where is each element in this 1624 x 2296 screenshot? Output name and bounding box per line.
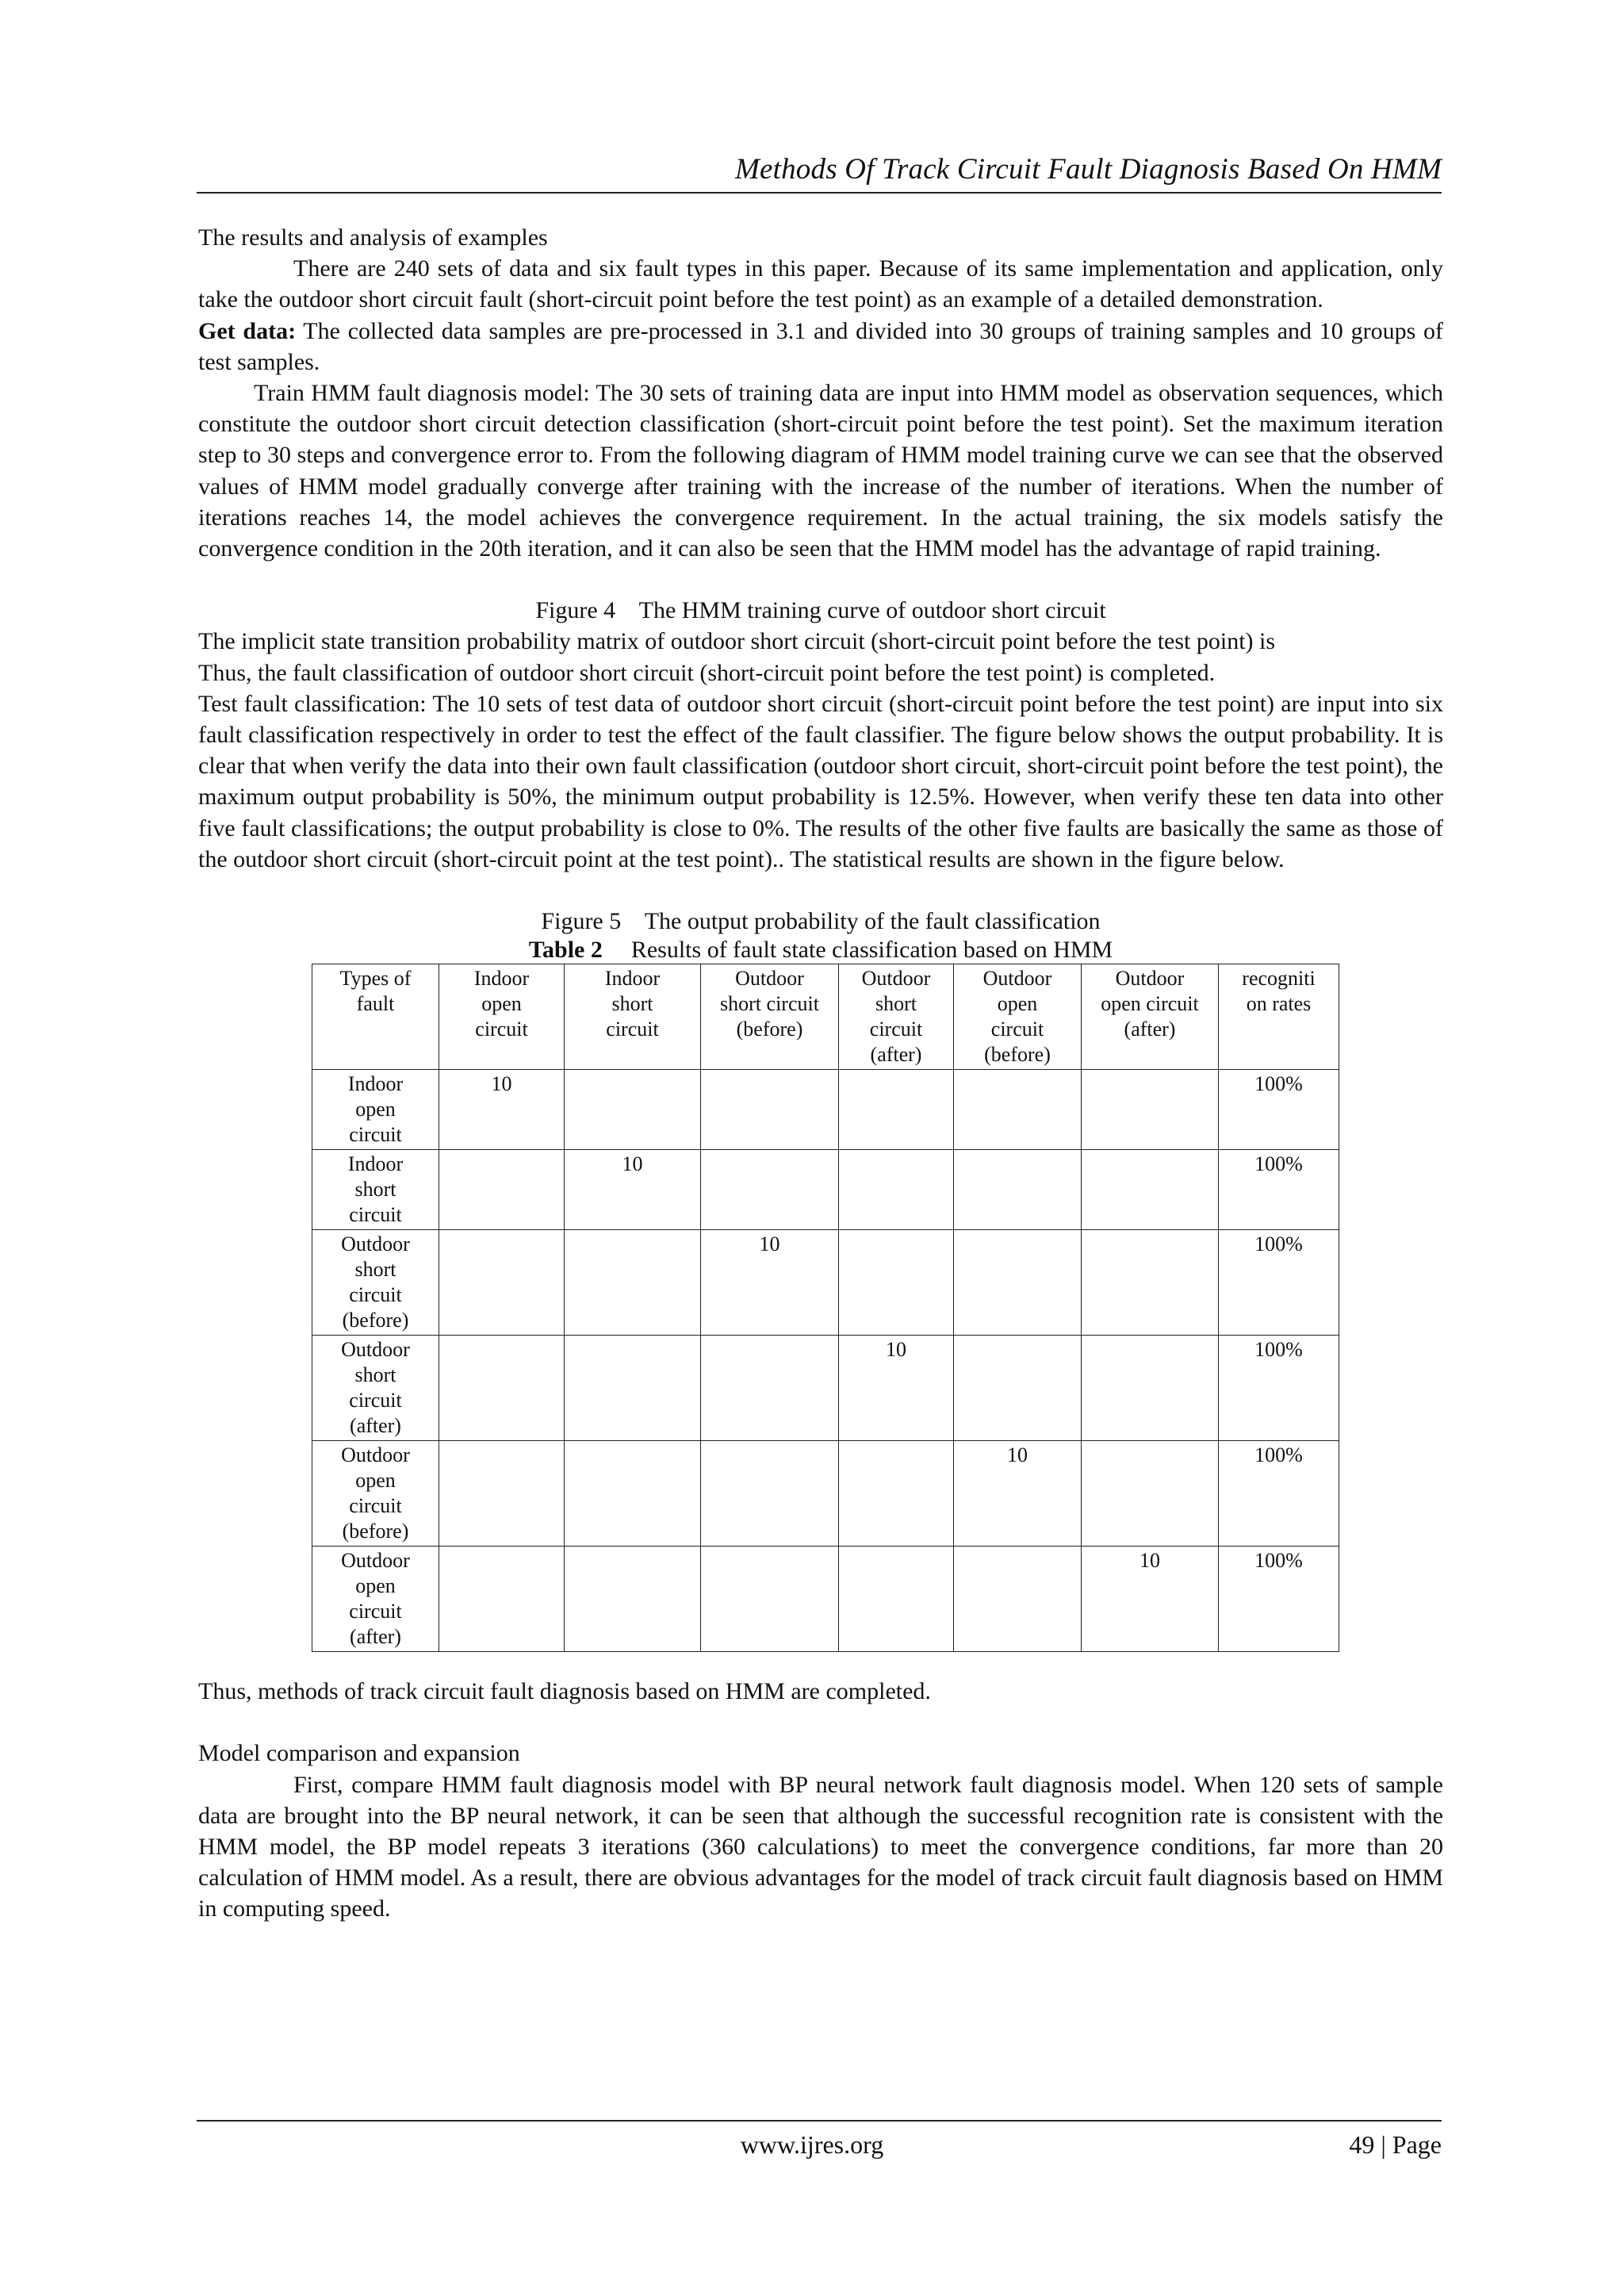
table-cell: [701, 1441, 839, 1547]
recognition-rate-cell: 100%: [1219, 1150, 1339, 1230]
table-cell: [839, 1230, 954, 1336]
figure-5-caption: Figure 5 The output probability of the fault classification: [541, 908, 1101, 935]
running-header: Methods Of Track Circuit Fault Diagnosis Based On HMM: [734, 153, 1442, 186]
table-header-cell: Outdoor open circuit (before): [954, 964, 1082, 1070]
paragraph-intro: There are 240 sets of data and six fault types in this paper. Because of its same implementation and application, only take the outdoor short circuit fault (short-circuit point before the test point) as an example of a detailed demonstration.: [198, 255, 1443, 313]
table-cell: [565, 1441, 701, 1547]
table-header-cell: Outdoor short circuit (after): [839, 964, 954, 1070]
table-cell: [565, 1336, 701, 1441]
table-cell: [439, 1547, 565, 1652]
table-cell: [1082, 1441, 1219, 1547]
table-cell: [439, 1336, 565, 1441]
results-table: [312, 964, 1339, 1652]
table-cell: [839, 1441, 954, 1547]
table-cell: [954, 1336, 1082, 1441]
table-cell: [839, 1547, 954, 1652]
header-rule: [197, 192, 1442, 194]
table-cell: [954, 1070, 1082, 1150]
recognition-rate-cell: 100%: [1219, 1547, 1339, 1652]
footer-page-number: 49 | Page: [1349, 2130, 1442, 2159]
table-cell: 10: [565, 1150, 701, 1230]
table-2-label: Table 2: [528, 937, 603, 964]
row-label-cell: Indoor open circuit: [312, 1070, 439, 1150]
table-2-title-text: Results of fault state classification based on HMM: [630, 937, 1113, 964]
table-cell: [954, 1150, 1082, 1230]
spacer: [198, 875, 1443, 906]
get-data-label: Get data:: [198, 317, 297, 344]
table-cell: [565, 1230, 701, 1336]
paragraph-comparison: First, compare HMM fault diagnosis model with BP neural network fault diagnosis model. When 120 sets of sample data are brought into the BP neural network, it can be seen that although the successful recognition rate is consistent with the HMM model, the BP model repeats 3 iterations (360 calculations) to meet the convergence conditions, far more than 20 calculation of HMM model. As a result, there are obvious advantages for the model of track circuit fault diagnosis based on HMM in computing speed.: [198, 1771, 1443, 1922]
section-heading-comparison: Model comparison and expansion: [198, 1740, 520, 1767]
table-cell: 10: [1082, 1547, 1219, 1652]
paragraph-conclusion: Thus, methods of track circuit fault diagnosis based on HMM are completed.: [198, 1678, 931, 1705]
recognition-rate-cell: 100%: [1219, 1441, 1339, 1547]
table-cell: [839, 1070, 954, 1150]
table-header-cell: recogniti on rates: [1219, 964, 1339, 1070]
table-cell: 10: [701, 1230, 839, 1336]
paragraph-get-data: [198, 316, 1443, 378]
footer-url: www.ijres.org: [740, 2130, 884, 2159]
paragraph-train-model: Train HMM fault diagnosis model: The 30 sets of training data are input into HMM model as observation sequences, which constitute the outdoor short circuit detection classification (short-circuit point before the test point). Set the maximum iteration step to 30 steps and convergence error to. From the following diagram of HMM model training curve we can see that the observed values of HMM model gradually converge after training with the increase of the number of iterations. When the number of iterations reaches 14, the model achieves the convergence requirement. In the actual training, the six models satisfy the convergence condition in the 20th iteration, and it can also be seen that the HMM model has the advantage of rapid training.: [198, 380, 1443, 562]
row-label-cell: Indoor short circuit: [312, 1150, 439, 1230]
table-header-cell: Outdoor short circuit (before): [701, 964, 839, 1070]
table-row: [312, 1230, 1339, 1336]
recognition-rate-cell: 100%: [1219, 1336, 1339, 1441]
spacer: [198, 1652, 1443, 1676]
table-row: [312, 1336, 1339, 1441]
table-cell: [701, 1070, 839, 1150]
row-label-cell: Outdoor short circuit (after): [312, 1336, 439, 1441]
paragraph-test-classification: Test fault classification: The 10 sets of test data of outdoor short circuit (short-circuit point before the test point) are input into six fault classification respectively in order to test the effect of the fault classifier. The figure below shows the output probability. It is clear that when verify the data into their own fault classification (outdoor short circuit, short-circuit point before the test point), the maximum output probability is 50%, the minimum output probability is 12.5%. However, when verify these ten data into other five fault classifications; the output probability is close to 0%. The results of the other five faults are basically the same as those of the outdoor short circuit (short-circuit point at the test point).. The statistical results are shown in the figure below.: [198, 690, 1443, 872]
table-cell: [565, 1547, 701, 1652]
spacer: [198, 564, 1443, 595]
table-cell: 10: [839, 1336, 954, 1441]
table-cell: [839, 1150, 954, 1230]
table-cell: 10: [954, 1441, 1082, 1547]
paragraph-transition-matrix: The implicit state transition probability matrix of outdoor short circuit (short-circuit point before the test point) is: [198, 628, 1276, 655]
row-label-cell: Outdoor open circuit (after): [312, 1547, 439, 1652]
table-row: [312, 1547, 1339, 1652]
row-label-cell: Outdoor open circuit (before): [312, 1441, 439, 1547]
table-cell: [701, 1547, 839, 1652]
table-cell: [565, 1070, 701, 1150]
recognition-rate-cell: 100%: [1219, 1230, 1339, 1336]
table-cell: [439, 1230, 565, 1336]
table-cell: [439, 1150, 565, 1230]
footer-rule: [197, 2120, 1442, 2122]
table-row: [312, 1441, 1339, 1547]
table-cell: [954, 1547, 1082, 1652]
table-header-row: [312, 964, 1339, 1070]
table-header-cell: Types of fault: [312, 964, 439, 1070]
table-cell: [1082, 1070, 1219, 1150]
get-data-text: The collected data samples are pre-processed in 3.1 and divided into 30 groups of training samples and 10 groups of test samples.: [198, 317, 1443, 375]
paragraph-classification-done: Thus, the fault classification of outdoor short circuit (short-circuit point before the test point) is completed.: [198, 659, 1216, 686]
table-header-cell: Outdoor open circuit (after): [1082, 964, 1219, 1070]
figure-4-caption: Figure 4 The HMM training curve of outdoor short circuit: [535, 597, 1106, 624]
body-text: [198, 222, 1443, 1925]
table-row: [312, 1070, 1339, 1150]
table-cell: [1082, 1150, 1219, 1230]
table-cell: [701, 1336, 839, 1441]
table-cell: [439, 1441, 565, 1547]
table-header-cell: Indoor short circuit: [565, 964, 701, 1070]
table-row: [312, 1150, 1339, 1230]
table-cell: [701, 1150, 839, 1230]
table-header-cell: Indoor open circuit: [439, 964, 565, 1070]
table-cell: [1082, 1230, 1219, 1336]
section-heading-results: The results and analysis of examples: [198, 224, 548, 251]
table-cell: [1082, 1336, 1219, 1441]
table-cell: [954, 1230, 1082, 1336]
recognition-rate-cell: 100%: [1219, 1070, 1339, 1150]
table-2-title: [198, 937, 1443, 964]
table-cell: 10: [439, 1070, 565, 1150]
row-label-cell: Outdoor short circuit (before): [312, 1230, 439, 1336]
spacer: [198, 1707, 1443, 1738]
